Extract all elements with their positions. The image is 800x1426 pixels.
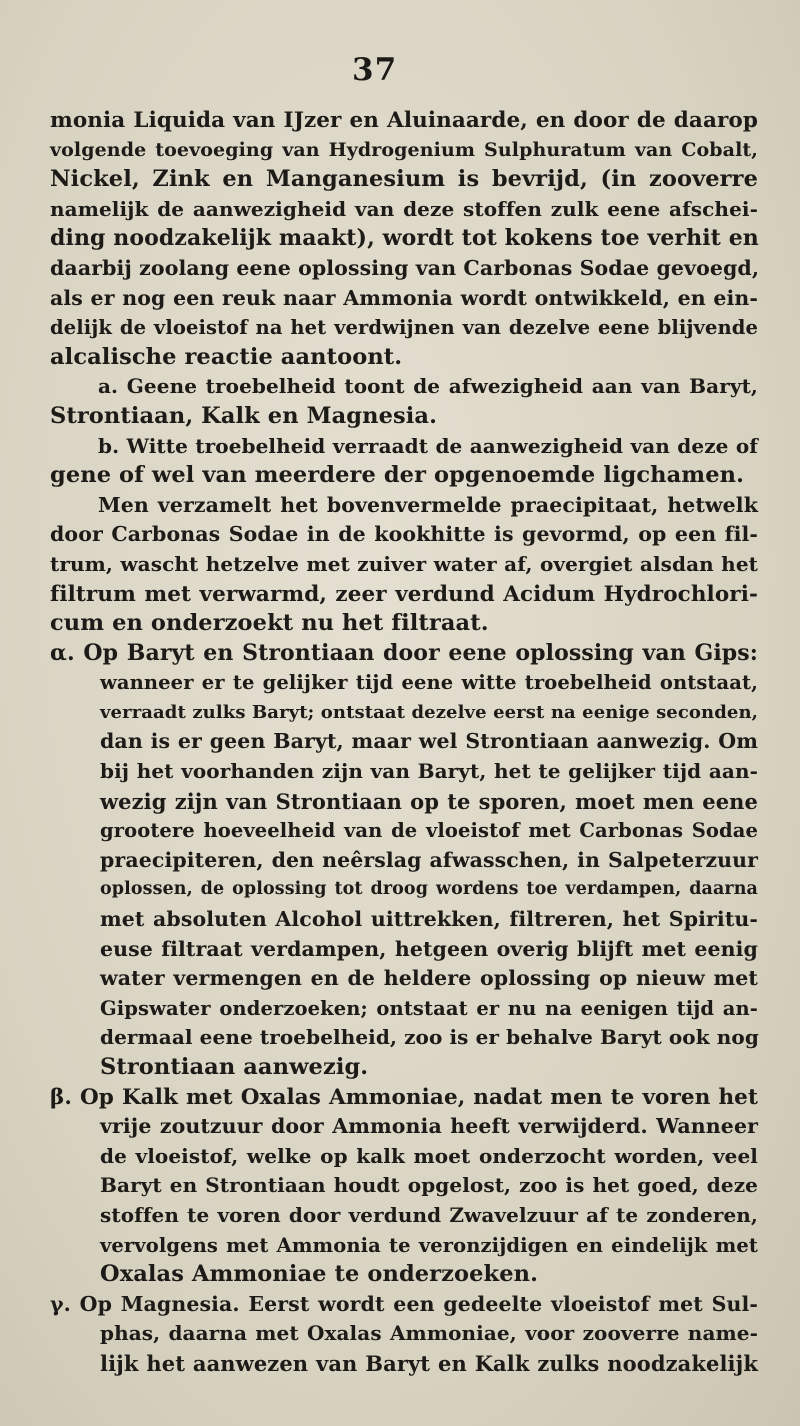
text-line: de vloeistof, welke op kalk moet onderzocht worden, veel <box>100 1143 758 1168</box>
text-line-paragraph-start: Men verzamelt het bovenvermelde praecipitaat, hetwelk <box>98 492 758 517</box>
text-line: monia Liquida van IJzer en Aluinaarde, en door de daarop <box>50 108 758 133</box>
text-line: alcalische reactie aantoont. <box>50 343 403 370</box>
body-text <box>50 106 758 1379</box>
text-line: vrije zoutzuur door Ammonia heeft verwijderd. Wanneer <box>100 1114 758 1139</box>
text-line: met absoluten Alcohol uittrekken, filtreren, het Spiritu- <box>100 907 758 932</box>
text-line: daarbij zoolang eene oplossing van Carbonas Sodae gevoegd, <box>50 255 760 280</box>
text-line: Strontiaan, Kalk en Magnesia. <box>50 402 438 429</box>
text-line: Baryt en Strontiaan houdt opgelost, zoo is het goed, deze <box>100 1173 758 1198</box>
text-line: cum en onderzoekt nu het filtraat. <box>50 610 489 637</box>
text-line-item-b: b. Witte troebelheid verraadt de aanwezigheid van deze of <box>98 433 758 458</box>
text-line-item-beta: β. Op Kalk met Oxalas Ammoniae, nadat men te voren het <box>50 1084 758 1110</box>
text-line: Oxalas Ammoniae te onderzoeken. <box>100 1261 539 1288</box>
text-line: door Carbonas Sodae in de kookhitte is gevormd, op een fil- <box>50 522 758 547</box>
text-line: bij het voorhanden zijn van Baryt, het te gelijker tijd aan- <box>100 759 758 784</box>
text-line: wanneer er te gelijker tijd eene witte troebelheid ontstaat, <box>100 671 758 695</box>
text-line: delijk de vloeistof na het verdwijnen van dezelve eene blijvende <box>50 316 758 340</box>
text-line: als er nog een reuk naar Ammonia wordt ontwikkeld, en ein- <box>50 285 758 310</box>
text-line-item-a: a. Geene troebelheid toont de afwezigheid aan van Baryt, <box>98 374 758 399</box>
page-number: 37 <box>352 52 398 88</box>
text-line: praecipiteren, den neêrslag afwasschen, in Salpeterzuur <box>100 847 758 872</box>
text-line: filtrum met verwarmd, zeer verdund Acidum Hydrochlori- <box>50 581 758 607</box>
text-line: verraadt zulks Baryt; ontstaat dezelve eerst na eenige seconden, <box>100 701 758 723</box>
text-line: dermaal eene troebelheid, zoo is er behalve Baryt ook nog <box>100 1025 759 1050</box>
text-line: ding noodzakelijk maakt), wordt tot kokens toe verhit en <box>50 225 759 252</box>
text-line: stoffen te voren door verdund Zwavelzuur af te zonderen, <box>100 1202 758 1227</box>
text-line: namelijk de aanwezigheid van deze stoffen zulk eene afschei- <box>50 196 758 221</box>
text-line: trum, wascht hetzelve met zuiver water af, overgiet alsdan het <box>50 551 758 576</box>
text-line: Strontiaan aanwezig. <box>100 1054 369 1080</box>
text-line: euse filtraat verdampen, hetgeen overig blijft met eenig <box>100 936 758 961</box>
text-line: vervolgens met Ammonia te veronzijdigen en eindelijk met <box>100 1233 758 1257</box>
text-line: wezig zijn van Strontiaan op te sporen, moet men eene <box>100 788 758 814</box>
text-line: oplossen, de oplossing tot droog wordens toe verdampen, daarna <box>100 879 758 900</box>
text-line: Gipswater onderzoeken; ontstaat er nu na eenigen tijd an- <box>100 996 758 1020</box>
text-line: phas, daarna met Oxalas Ammoniae, voor zooverre name- <box>100 1321 758 1346</box>
text-line-item-gamma: γ. Op Magnesia. Eerst wordt een gedeelte vloeistof met Sul- <box>50 1291 758 1316</box>
text-line: lijk het aanwezen van Baryt en Kalk zulks noodzakelijk <box>100 1350 758 1376</box>
text-line: grootere hoeveelheid van de vloeistof met Carbonas Sodae <box>100 819 758 843</box>
text-line-item-alpha: α. Op Baryt en Strontiaan door eene oplossing van Gips: <box>50 639 758 666</box>
text-line: Nickel, Zink en Manganesium is bevrijd, (in zooverre <box>50 166 758 193</box>
text-line: water vermengen en de heldere oplossing op nieuw met <box>100 966 758 991</box>
text-line: volgende toevoeging van Hydrogenium Sulphuratum van Cobalt, <box>50 138 758 161</box>
text-line: dan is er geen Baryt, maar wel Strontiaan aanwezig. Om <box>100 729 758 754</box>
text-line: gene of wel van meerdere der opgenoemde ligchamen. <box>50 462 744 489</box>
